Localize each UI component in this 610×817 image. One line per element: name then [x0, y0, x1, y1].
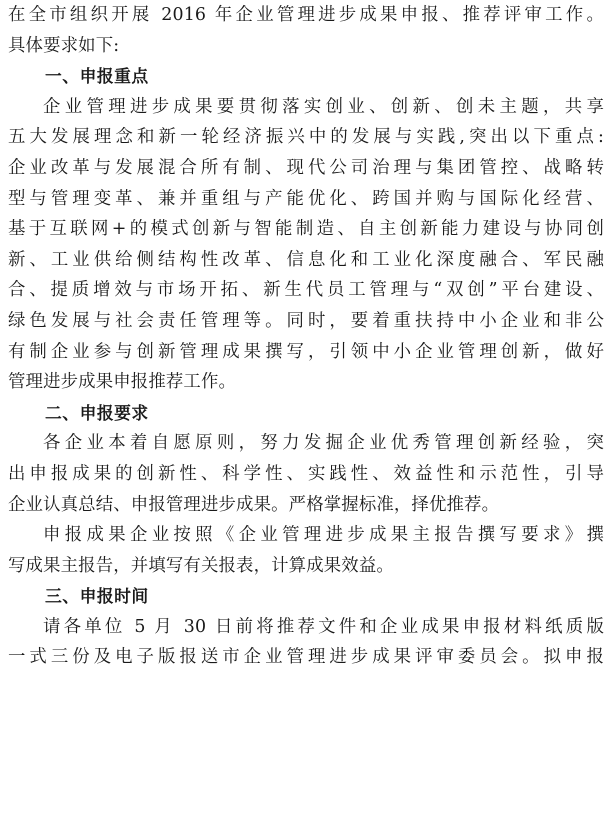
section-1-line-3: 企业改革与发展混合所有制、现代公司治理与集团管控、战略转: [8, 157, 604, 178]
intro-line-2: 具体要求如下:: [8, 35, 120, 56]
section-1-line-10: 管理进步成果申报推荐工作。: [8, 372, 237, 393]
section-2-para-2-line-2: 写成果主报告，并填写有关报表，计算成果效益。: [8, 555, 394, 576]
section-1-line-6: 新、工业供给侧结构性改革、信息化和工业化深度融合、军民融: [8, 249, 604, 270]
section-3-line-1: 请各单位 5 月 30 日前将推荐文件和企业成果申报材料纸质版: [43, 616, 604, 637]
intro-line-1: 在全市组织开展 2016 年企业管理进步成果申报、推荐评审工作。: [8, 5, 604, 25]
section-1-line-9: 有制企业参与创新管理成果撰写，引领中小企业管理创新，做好: [8, 341, 604, 362]
section-3-heading: 三、申报时间: [45, 586, 149, 607]
section-1-line-5: 基于互联网+的模式创新与智能制造、自主创新能力建设与协同创: [8, 219, 604, 240]
section-1-line-1: 企业管理进步成果要贯彻落实创业、创新、创未主题，共享: [43, 96, 604, 117]
section-1-heading: 一、申报重点: [45, 66, 149, 87]
section-2-heading: 二、申报要求: [45, 402, 149, 423]
section-1-line-2: 五大发展理念和新一轮经济振兴中的发展与实践,突出以下重点:: [8, 127, 604, 148]
section-3-line-2: 一式三份及电子版报送市企业管理进步成果评审委员会。拟申报: [8, 647, 604, 668]
section-1-line-8: 绿色发展与社会责任管理等。同时，要着重扶持中小企业和非公: [8, 310, 604, 331]
section-1-line-4: 型与管理变革、兼并重组与产能优化、跨国并购与国际化经营、: [8, 188, 604, 209]
section-2-para-1-line-1: 各企业本着自愿原则，努力发掘企业优秀管理创新经验，突: [43, 433, 604, 454]
section-2-para-2-line-1: 申报成果企业按照《企业管理进步成果主报告撰写要求》撰: [43, 525, 604, 546]
section-2-para-1-line-2: 出申报成果的创新性、科学性、实践性、效益性和示范性，引导: [8, 463, 604, 484]
section-1-line-7: 合、提质增效与市场开拓、新生代员工管理与“双创”平台建设、: [8, 280, 604, 301]
section-2-para-1-line-3: 企业认真总结、申报管理进步成果。严格掌握标准，择优推荐。: [8, 494, 500, 515]
